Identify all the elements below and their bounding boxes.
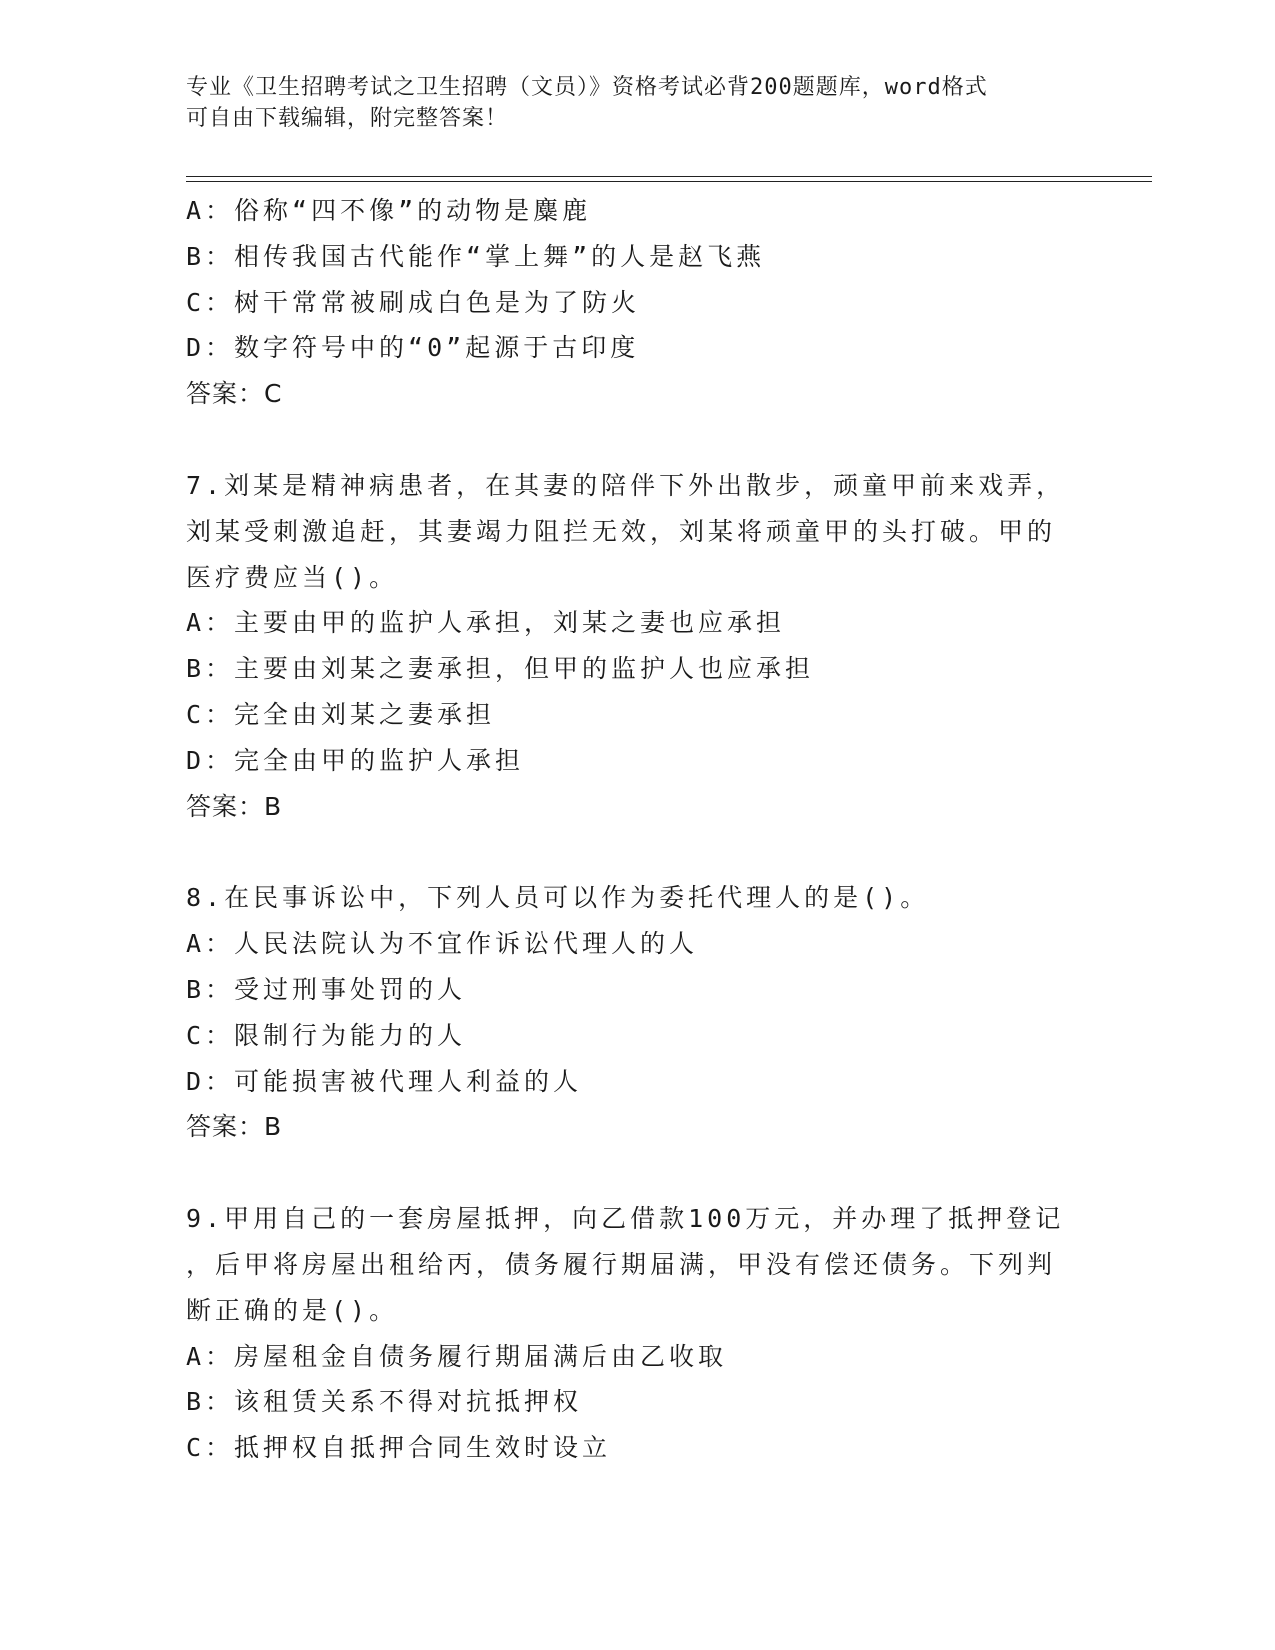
option-c: C：完全由刘某之妻承担	[186, 699, 496, 729]
question-stem-line: ，后甲将房屋出租给丙，债务履行期届满，甲没有偿还债务。下列判	[186, 1249, 1057, 1279]
question-stem-line: 7.刘某是精神病患者，在其妻的陪伴下外出散步，顽童甲前来戏弄，	[186, 470, 1066, 500]
option-c: C：树干常常被刷成白色是为了防火	[186, 287, 641, 317]
option-a: A：俗称“四不像”的动物是麋鹿	[186, 196, 592, 225]
option-d: D：数字符号中的“0”起源于古印度	[186, 333, 640, 363]
question-stem-line: 医疗费应当()。	[186, 562, 399, 592]
header-divider-top	[186, 176, 1152, 177]
option-a: A：主要由甲的监护人承担，刘某之妻也应承担	[186, 608, 786, 638]
question-spacer	[186, 417, 1086, 463]
option-b: B：相传我国古代能作“掌上舞”的人是赵飞燕	[186, 241, 766, 271]
answer-line: 答案：C	[186, 379, 283, 409]
question-stem-line: 9.甲用自己的一套房屋抵押，向乙借款100万元，并办理了抵押登记	[186, 1204, 1065, 1234]
option-c: C：限制行为能力的人	[186, 1020, 467, 1050]
option-b: B：该租赁关系不得对抗抵押权	[186, 1387, 583, 1417]
option-a: A：房屋租金自债务履行期届满后由乙收取	[186, 1341, 728, 1371]
document-header	[186, 72, 1066, 134]
option-d: D：可能损害被代理人利益的人	[186, 1066, 583, 1096]
question-list	[186, 188, 1086, 1471]
option-c: C：抵押权自抵押合同生效时设立	[186, 1433, 612, 1463]
header-line-1: 专业《卫生招聘考试之卫生招聘（文员）》资格考试必背200题题库，word格式	[186, 75, 988, 100]
header-line-2: 可自由下载编辑，附完整答案！	[186, 106, 509, 131]
question-7	[186, 463, 1086, 829]
question-8	[186, 875, 1086, 1150]
question-spacer	[186, 1150, 1086, 1196]
question-stem-line: 刘某受刺激追赶，其妻竭力阻拦无效，刘某将顽童甲的头打破。甲的	[186, 516, 1057, 546]
question-spacer	[186, 829, 1086, 875]
option-d: D：完全由甲的监护人承担	[186, 745, 525, 775]
option-b: B：主要由刘某之妻承担，但甲的监护人也应承担	[186, 654, 815, 684]
answer-line: 答案：B	[186, 791, 283, 821]
question-stem-line: 8.在民事诉讼中，下列人员可以作为委托代理人的是()。	[186, 883, 930, 913]
question-stem-line: 断正确的是()。	[186, 1295, 399, 1325]
header-divider-bottom	[186, 181, 1152, 182]
question-6	[186, 188, 1086, 417]
answer-line: 答案：B	[186, 1112, 283, 1142]
question-9	[186, 1196, 1086, 1471]
option-b: B：受过刑事处罚的人	[186, 974, 467, 1004]
option-a: A：人民法院认为不宜作诉讼代理人的人	[186, 929, 699, 959]
